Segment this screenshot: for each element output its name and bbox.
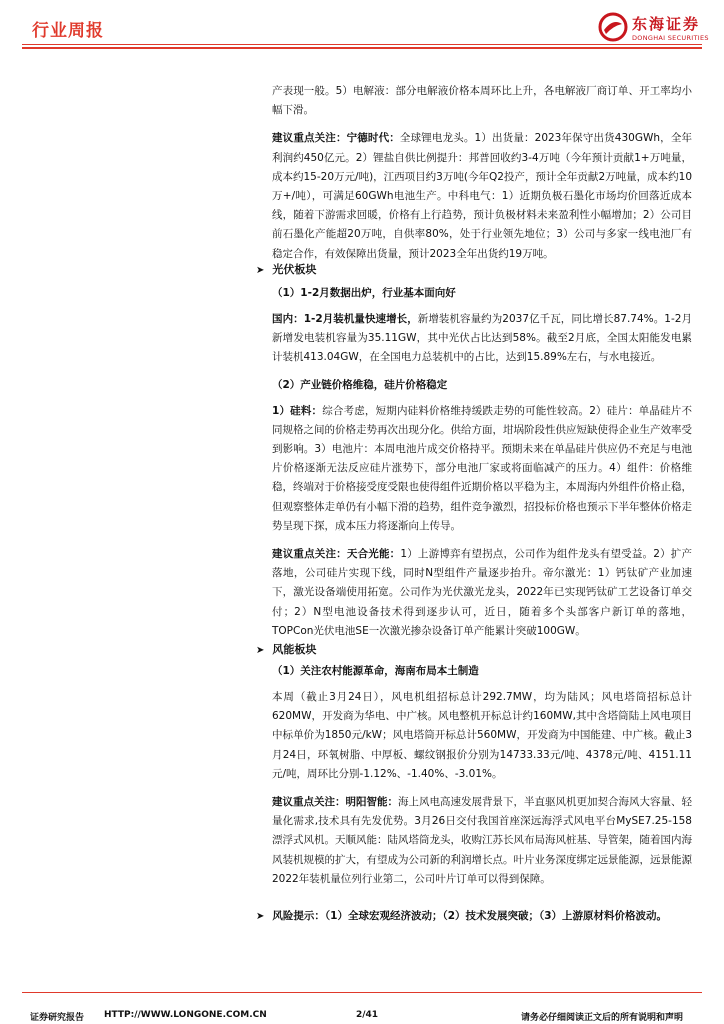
section-pv-title: 光伏板块 bbox=[272, 263, 317, 276]
header-divider-thick bbox=[22, 47, 702, 49]
wind-subheading-1: （1）关注农村能源革命，海南布局本土制造 bbox=[272, 665, 479, 677]
footer-divider bbox=[22, 992, 702, 993]
section-wind-title: 风能板块 bbox=[272, 643, 317, 656]
pv-paragraph-2 bbox=[272, 402, 692, 536]
header-divider bbox=[22, 44, 702, 45]
main-content bbox=[272, 82, 692, 264]
pv-p1-lead: 国内：1-2月装机量快速增长， bbox=[272, 313, 418, 325]
pv-p2-lead: 1）硅料： bbox=[272, 404, 323, 417]
risk-warning bbox=[256, 908, 696, 923]
pv-subheading-1: （1）1-2月数据出炉，行业基本面向好 bbox=[272, 287, 456, 299]
wind-p2-text: 海上风电高速发展背景下，半直驱风机更加契合海风大容量、轻量化需求,技术具有先发优势。3月26日交付我国首座深远海浮式风电平台MySE7.25-158漂浮式风机。天顺风能：陆风塔筒龙头，收购江苏长风布局海风桩基、导管架，随着国内海风装机规模的扩大，有望成为公司新的利润增长点。叶片业务深度绑定远景能源，远景能源2022年装机量位列行业第二，公司叶片订单可以得到保障。 bbox=[272, 796, 692, 885]
wind-content bbox=[272, 662, 692, 889]
report-type-title: 行业周报 bbox=[32, 21, 104, 41]
risk-lead: 风险提示： bbox=[272, 910, 325, 922]
pv-paragraph-1 bbox=[272, 310, 692, 368]
wind-paragraph-2 bbox=[272, 793, 692, 889]
donghai-logo-icon bbox=[598, 12, 628, 42]
pv-p2-text: 综合考虑，短期内硅料价格维持缓跌走势的可能性较高。2）硅片：单晶硅片不同规格之间的价格走势再次出现分化。供给方面，坩埚阶段性供应短缺使得企业生产效率受到影响。3）电池片：本周电池片成交价格持平。预期未来在单晶硅片供应仍不充足与电池片价格逐渐无法反应硅片涨势下，部分电池厂家或将面临减产的压力。4）组件：价格维稳，终端对于价格接受度受限也使得组件近期价格以平稳为主，本周海内外组件价格止稳，但观察整体走单仍有小幅下滑的趋势，组件竞争激烈，招投标价格也预示下半年整体价格走势呈现下探，成本压力将逐渐向上传导。 bbox=[272, 404, 692, 532]
footer-disclaimer: 请务必仔细阅读正文后的所有说明和声明 bbox=[521, 1013, 684, 1023]
pv-subheading-2: （2）产业链价格维稳，硅片价格稳定 bbox=[272, 378, 448, 391]
paragraph-battery-end: 产表现一般。5）电解液：部分电解液价格本周环比上升，各电解液厂商订单、开工率均小幅下滑。 bbox=[272, 85, 692, 117]
paragraph-battery-recommend bbox=[272, 129, 692, 263]
arrow-bullet-icon: ➤ bbox=[256, 265, 265, 276]
pv-paragraph-3 bbox=[272, 545, 692, 641]
recommend-text: 全球锂电龙头。1）出货量：2023年保守出货430GWh，全年利润约450亿元。2）锂盐自供比例提升：邦普回收约3-4万吨（今年预计贡献1+万吨量，成本约15-20万元/吨)，江西项目约3万吨(今年Q2投产，预计全年贡献2万吨量，成本约10万+/吨），可满足60GWh电池生产。中科电气：1）近期负极石墨化市场均价回落近成本线，随着下游需求回暖，价格有上行趋势，预计负极材料未来盈利性小幅增加；2）公司目前石墨化产能超20万吨，自供率80%，处于行业领先地位；3）公司与多家一线电池厂有稳定合作，有效保障出货量，预计2023全年出货约19万吨。 bbox=[272, 132, 693, 260]
logo-en-text: DONGHAI SECURITIES bbox=[632, 34, 709, 42]
section-pv bbox=[256, 261, 316, 277]
footer-page-number: 2/41 bbox=[356, 1010, 379, 1020]
pv-p3-text: 1）上游博弈有望拐点，公司作为组件龙头有望受益。2）扩产落地，公司硅片实现下线，同时N型组件产量逐步抬升。帝尔激光：1）钙钛矿产业加速下，激光设备端使用拓宽。公司作为光伏激光龙头，2022年已实现钙钛矿工艺设备订单交付；2）N型电池设备技术得到逐步认可，近日，随着多个头部客户新订单的落地，TOPCon光伏电池SE一次激光掺杂设备订单产能累计突破100GW。 bbox=[272, 548, 692, 637]
wind-p2-lead: 建议重点关注：明阳智能： bbox=[272, 796, 398, 809]
footer-report-label: 证券研究报告 bbox=[30, 1013, 85, 1023]
logo-cn-text: 东海证券 bbox=[632, 15, 701, 33]
arrow-bullet-icon: ➤ bbox=[256, 645, 265, 656]
wind-paragraph-1: 本周（截止3月24日），风电机组招标总计292.7MW，均为陆风；风电塔筒招标总计620MW，开发商为华电、中广核。风电整机开标总计约160MW,其中含塔筒陆上风电项目中标单价为1850元/kW；风电塔筒开标总计560MW，开发商为中国能建、中广核。截止3月24日，环氧树脂、中厚板、螺纹钢报价分别为14733.33元/吨、4378元/吨、4151.11元/吨，周环比分别-1.12%、-1.40%、-3.01%。 bbox=[272, 691, 692, 780]
company-logo bbox=[598, 12, 708, 46]
footer-url[interactable]: HTTP://WWW.LONGONE.COM.CN bbox=[104, 1010, 267, 1020]
pv-content bbox=[272, 284, 692, 641]
pv-p1-text: 新增装机容量约为2037亿千瓦，同比增长87.74%。1-2月新增发电装机容量为35.11GW，其中光伏占比达到58%。截至2月底，全国太阳能发电累计装机413.04GW，在全国电力总装机中的占比，达到15.89%左右，与水电接近。 bbox=[272, 313, 692, 364]
pv-p3-lead: 建议重点关注：天合光能： bbox=[272, 548, 401, 561]
risk-text: （1）全球宏观经济波动；（2）技术发展突破；（3）上游原材料价格波动。 bbox=[324, 910, 668, 922]
recommend-lead: 建议重点关注：宁德时代： bbox=[272, 132, 400, 145]
section-wind bbox=[256, 641, 316, 657]
arrow-bullet-icon: ➤ bbox=[256, 911, 265, 922]
